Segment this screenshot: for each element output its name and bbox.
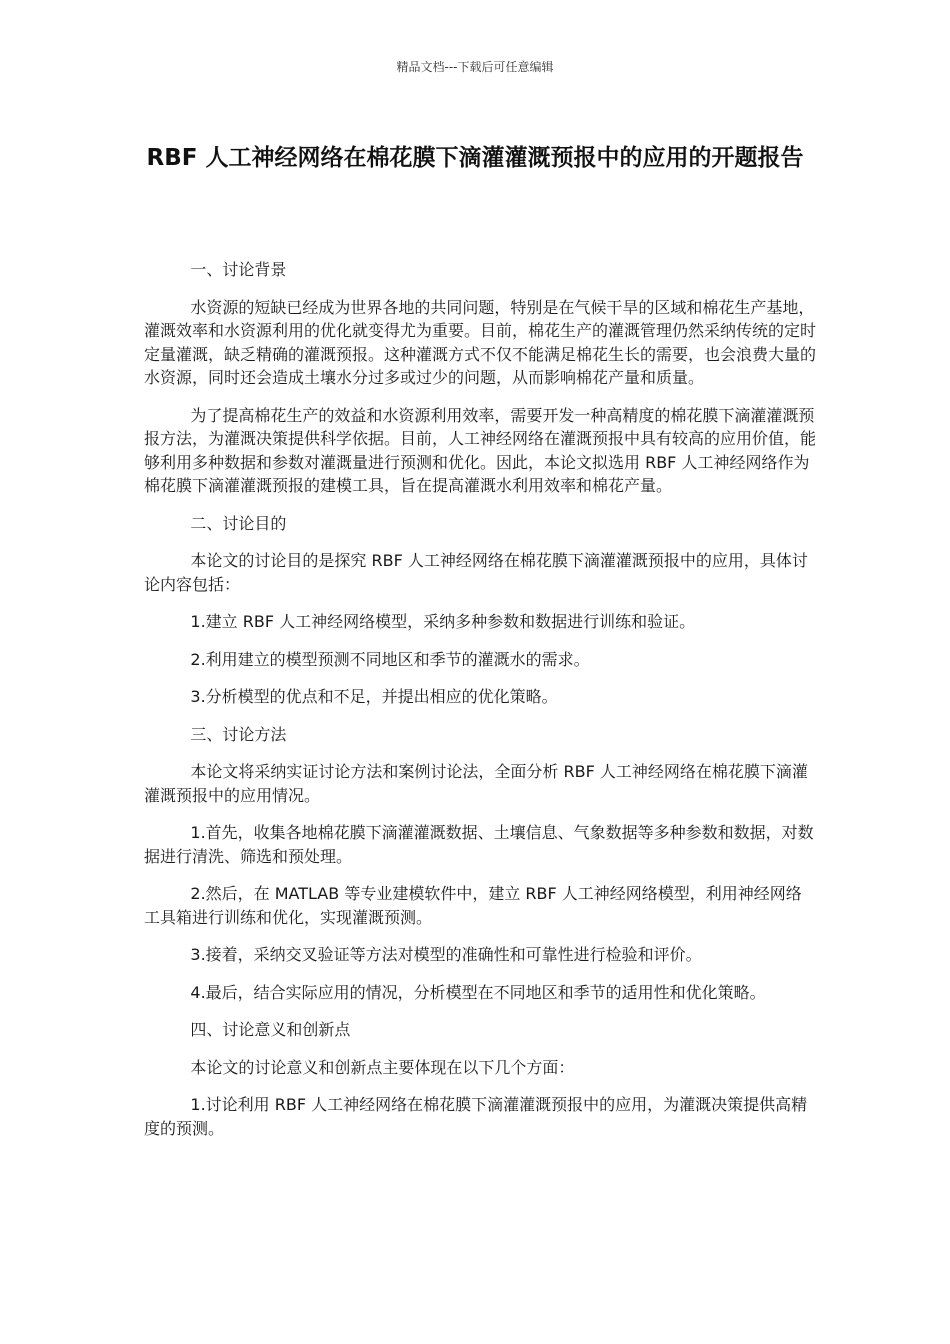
section-heading-significance: 四、讨论意义和创新点 bbox=[190, 1020, 351, 1039]
list-item-method-4: 4.最后，结合实际应用的情况，分析模型在不同地区和季节的适用性和优化策略。 bbox=[190, 982, 766, 1002]
list-item-purpose-1: 1.建立 RBF 人工神经网络模型，采纳多种参数和数据进行训练和验证。 bbox=[190, 612, 696, 631]
paragraph-method-intro: 本论文将采纳实证讨论方法和案例讨论法，全面分析 RBF 人工神经网络在棉花膜下滴灌灌溉预报中的应用情况。 bbox=[144, 762, 808, 805]
paragraph-purpose-intro: 本论文的讨论目的是探究 RBF 人工神经网络在棉花膜下滴灌灌溉预报中的应用，具体讨论内容包括： bbox=[144, 551, 808, 594]
document-title: RBF 人工神经网络在棉花膜下滴灌灌溉预报中的应用的开题报告 bbox=[146, 145, 804, 171]
document-body bbox=[144, 258, 816, 1154]
paragraph-background-1: 水资源的短缺已经成为世界各地的共同问题，特别是在气候干旱的区域和棉花生产基地，灌溉效率和水资源利用的优化就变得尤为重要。目前，棉花生产的灌溉管理仍然采纳传统的定时定量灌溉，缺乏精确的灌溉预报。这种灌溉方式不仅不能满足棉花生长的需要，也会浪费大量的水资源，同时还会造成土壤水分过多或过少的问题，从而影响棉花产量和质量。 bbox=[144, 297, 817, 387]
list-item-method-2: 2.然后，在 MATLAB 等专业建模软件中，建立 RBF 人工神经网络模型，利用神经网络工具箱进行训练和优化，实现灌溉预测。 bbox=[144, 884, 802, 927]
list-item-purpose-3: 3.分析模型的优点和不足，并提出相应的优化策略。 bbox=[190, 687, 558, 706]
section-heading-method: 三、讨论方法 bbox=[190, 724, 287, 744]
list-item-significance-1: 1.讨论利用 RBF 人工神经网络在棉花膜下滴灌灌溉预报中的应用，为灌溉决策提供高精度的预测。 bbox=[144, 1095, 808, 1138]
paragraph-significance-intro: 本论文的讨论意义和创新点主要体现在以下几个方面： bbox=[190, 1057, 575, 1077]
section-heading-purpose: 二、讨论目的 bbox=[190, 513, 287, 533]
paragraph-background-2: 为了提高棉花生产的效益和水资源利用效率，需要开发一种高精度的棉花膜下滴灌灌溉预报方法，为灌溉决策提供科学依据。目前，人工神经网络在灌溉预报中具有较高的应用价值，能够利用多种数据和参数对灌溉量进行预测和优化。因此，本论文拟选用 RBF 人工神经网络作为棉花膜下滴灌灌溉预报的建模工具，旨在提高灌溉水利用效率和棉花产量。 bbox=[144, 405, 817, 495]
list-item-method-3: 3.接着，采纳交叉验证等方法对模型的准确性和可靠性进行检验和评价。 bbox=[190, 945, 702, 964]
list-item-purpose-2: 2.利用建立的模型预测不同地区和季节的灌溉水的需求。 bbox=[190, 649, 590, 669]
page-header: 精品文档---下载后可任意编辑 bbox=[396, 60, 554, 74]
list-item-method-1: 1.首先，收集各地棉花膜下滴灌灌溉数据、土壤信息、气象数据等多种参数和数据，对数据进行清洗、筛选和预处理。 bbox=[144, 823, 814, 866]
section-heading-background: 一、讨论背景 bbox=[190, 260, 287, 279]
